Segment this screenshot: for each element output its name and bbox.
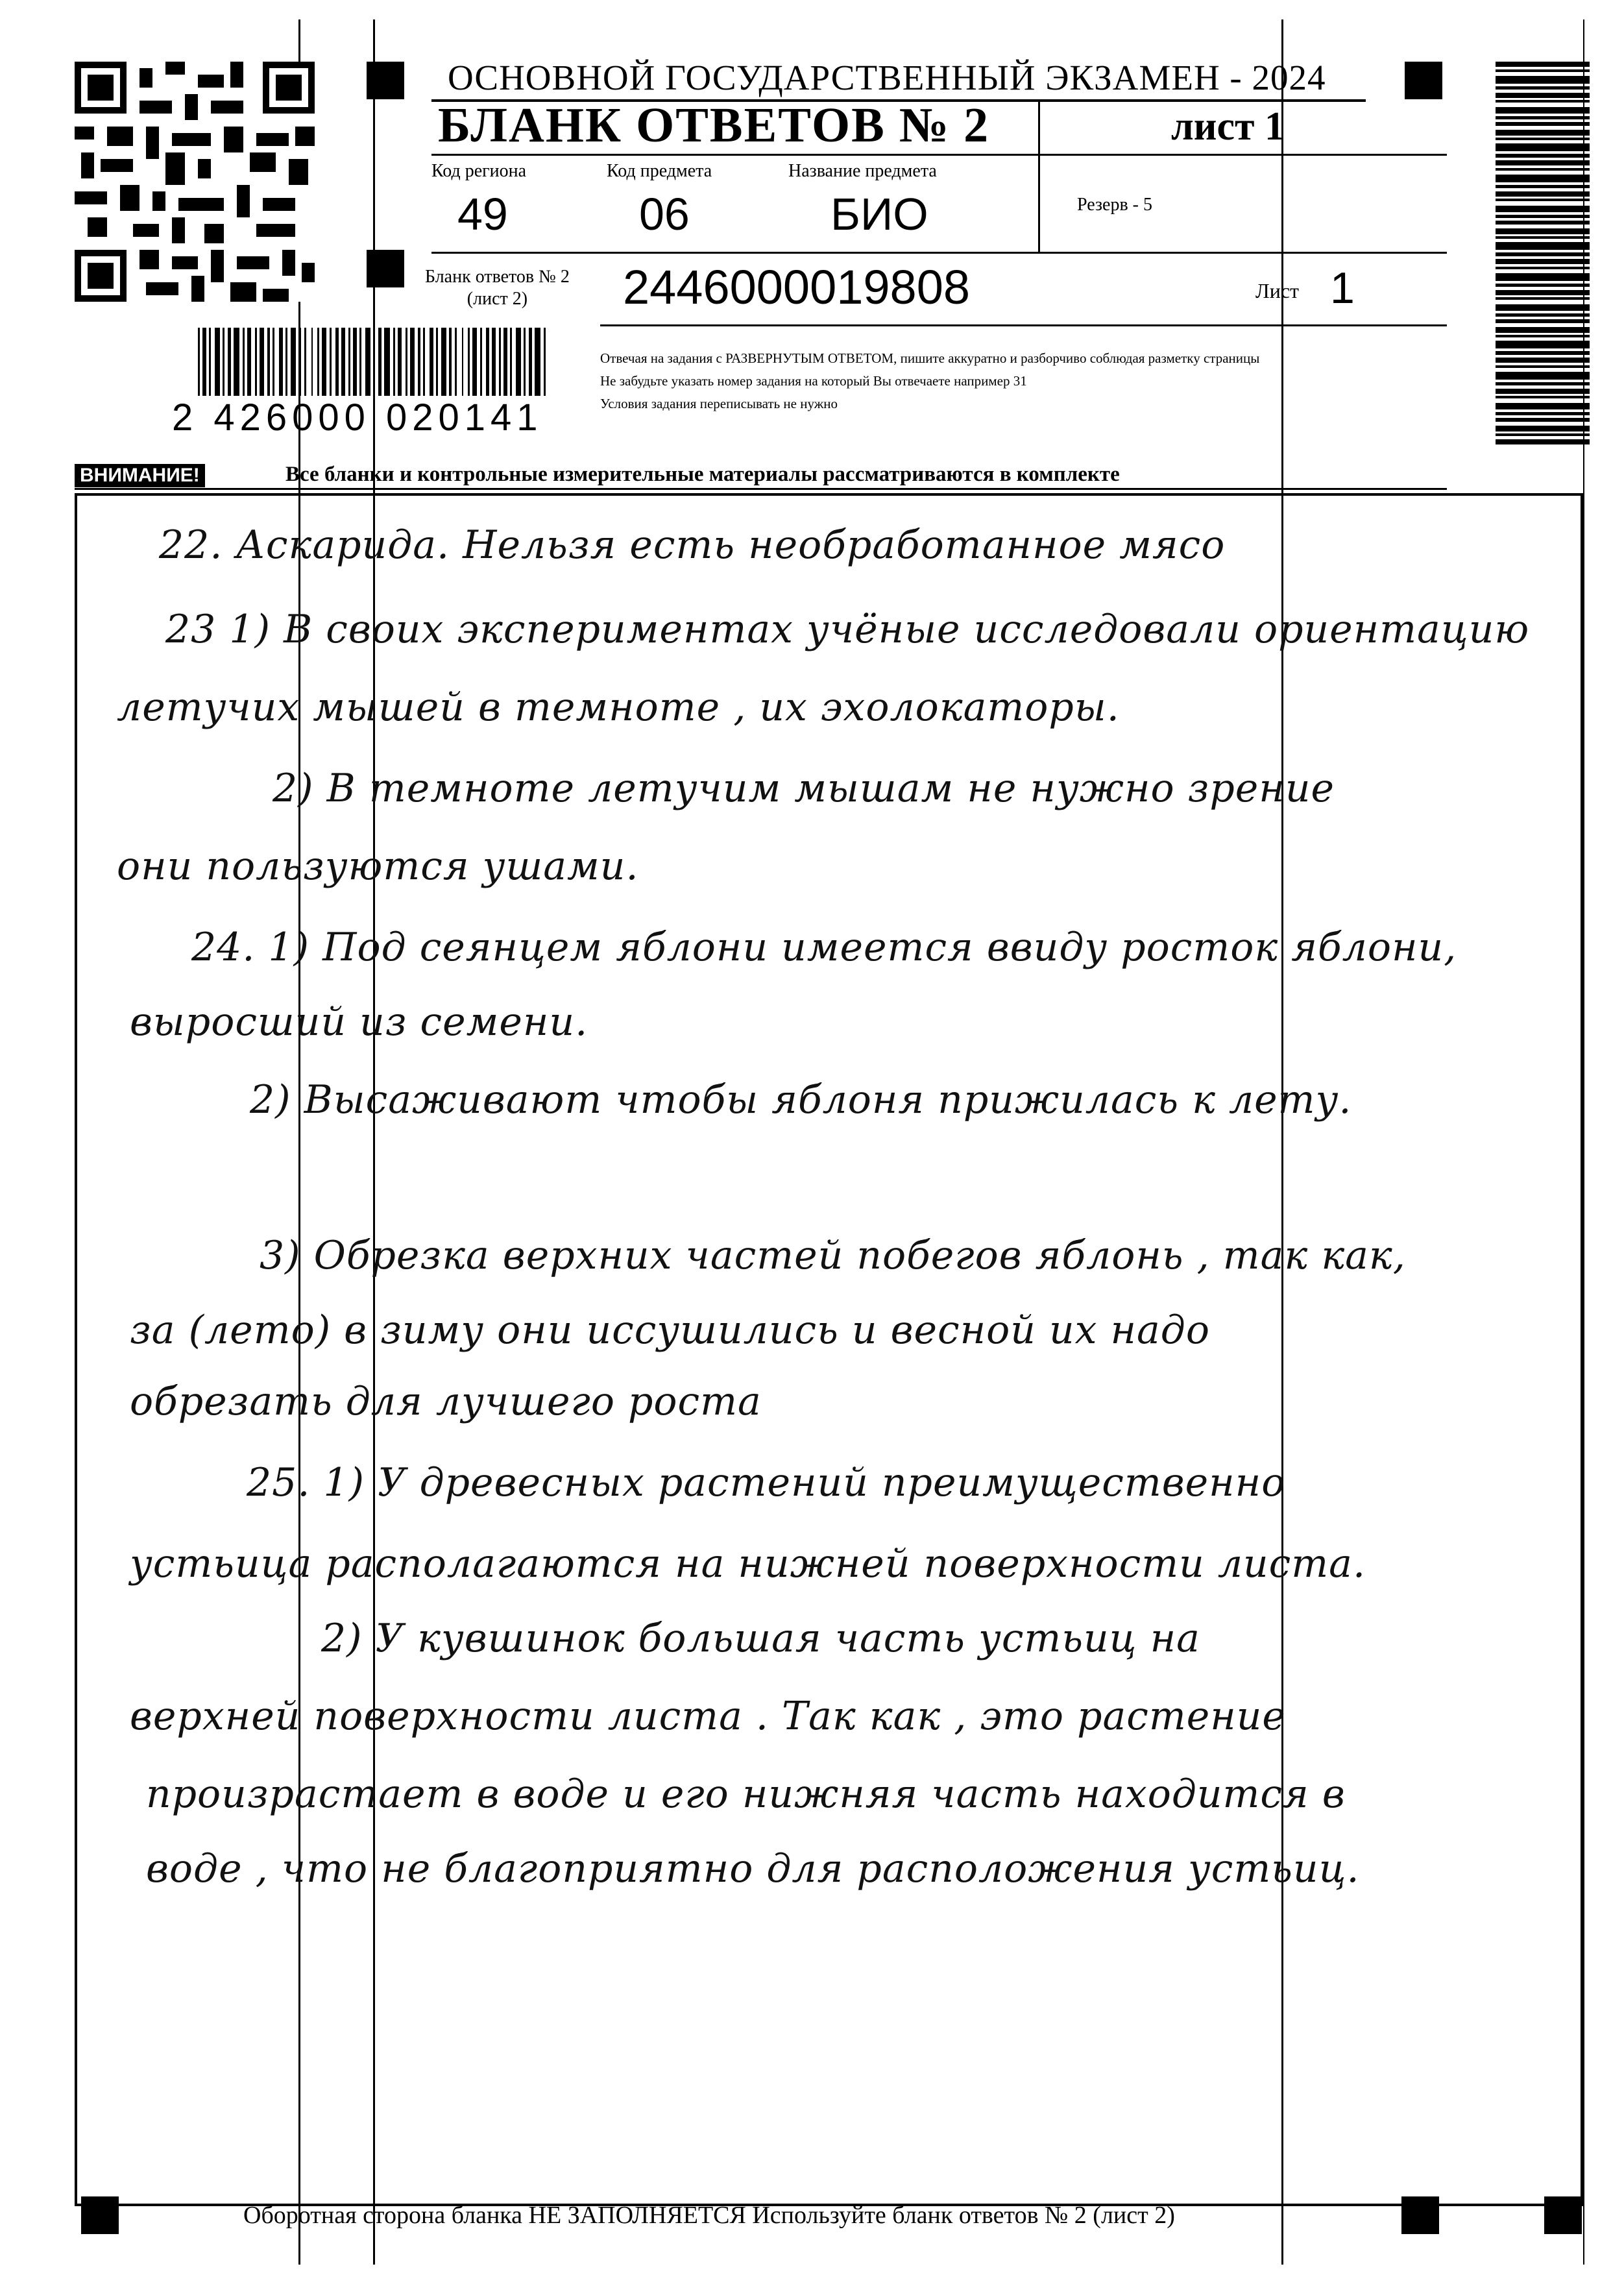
sheet-ref-label: Лист (1255, 279, 1300, 302)
header-rule-2 (431, 252, 1447, 254)
side-barcode-bar (1496, 365, 1590, 368)
side-barcode-bar (1496, 273, 1590, 281)
side-barcode-bar (1496, 297, 1590, 300)
side-barcode-bar (1496, 319, 1590, 323)
barcode-bar (304, 328, 306, 396)
side-barcode-bar (1496, 313, 1590, 317)
barcode-bar (516, 328, 521, 396)
barcode-bar (398, 328, 402, 396)
side-barcode-bar (1496, 396, 1590, 398)
barcode-bar (455, 328, 457, 396)
barcode-bar (503, 328, 507, 396)
answer-line-13: устьица располагаются на нижней поверхности листа. (130, 1541, 1366, 1587)
barcode-bar (260, 328, 264, 396)
barcode-bar (524, 328, 526, 396)
side-barcode-bar (1496, 130, 1590, 136)
barcode-bar (330, 328, 332, 396)
instructions (600, 347, 1259, 415)
side-barcode-bar (1496, 143, 1590, 151)
side-barcode-bar (1496, 76, 1590, 84)
form-ref-line1: Бланк ответов № 2 (425, 267, 570, 287)
barcode-bar (472, 328, 477, 396)
answer-line-9: 3) Обрезка верхних частей побегов яблонь , так как, (260, 1233, 1406, 1278)
side-barcode-bar (1496, 160, 1590, 165)
barcode-bar (291, 328, 296, 396)
form-barcode (198, 328, 558, 399)
barcode-bar (209, 328, 211, 396)
barcode-bar (378, 328, 382, 396)
side-barcode-bar (1496, 252, 1590, 256)
barcode-bar (228, 328, 231, 396)
side-barcode-bar (1496, 433, 1590, 436)
side-barcode-bar (1496, 335, 1590, 337)
subject-name-label: Название предмета (788, 161, 937, 181)
answer-line-10: за (лето) в зиму они иссушились и весной их надо (130, 1307, 1210, 1353)
notice-text: Все бланки и контрольные измерительные материалы рассматриваются в комплекте (285, 463, 1120, 486)
side-barcode-bar (1496, 426, 1590, 432)
side-barcode-bar (1496, 175, 1590, 182)
barcode-bar (335, 328, 339, 396)
side-barcode-bar (1496, 358, 1590, 363)
barcode-bar (298, 328, 301, 396)
barcode-bar (285, 328, 287, 396)
barcode-bar (215, 328, 220, 396)
barcode-bar (273, 328, 274, 396)
qr-code (75, 62, 315, 302)
barcode-bar (492, 328, 496, 396)
answer-line-15: верхней поверхности листа . Так как , это растение (130, 1694, 1286, 1739)
barcode-bar (348, 328, 350, 396)
barcode-bar (486, 328, 489, 396)
barcode-number: 2 426000 020141 (172, 396, 543, 439)
side-barcode-bar (1496, 206, 1590, 212)
answer-line-7: выросший из семени. (130, 999, 588, 1045)
side-barcode-bar (1496, 439, 1590, 444)
barcode-bar (279, 328, 283, 396)
side-barcode-bar (1496, 236, 1590, 239)
barcode-bar (418, 328, 420, 396)
barcode-bar (393, 328, 395, 396)
barcode-bar (510, 328, 512, 396)
answer-line-12: 25. 1) У древесных растений преимущественно (247, 1460, 1286, 1505)
registration-marker-top-right (1405, 62, 1442, 99)
side-barcode (1496, 62, 1593, 444)
barcode-bar (202, 328, 206, 396)
barcode-bar (430, 328, 433, 396)
side-barcode-bar (1496, 228, 1590, 234)
answer-line-4: 2) В темноте летучим мышам не нужно зрение (273, 766, 1335, 811)
answer-line-3: летучих мышей в темноте , их эхолокаторы. (117, 685, 1120, 730)
barcode-bar (468, 328, 470, 396)
side-barcode-bar (1496, 372, 1590, 380)
footer-note: Оборотная сторона бланка НЕ ЗАПОЛНЯЕТСЯ Используйте бланк ответов № 2 (лист 2) (243, 2202, 1175, 2229)
barcode-bar (311, 328, 313, 396)
side-barcode-bar (1496, 304, 1590, 311)
reserve-label: Резерв - 5 (1077, 195, 1153, 215)
registration-marker-mid-left (367, 250, 404, 287)
side-barcode-bar (1496, 93, 1590, 98)
answer-line-11: обрезать для лучшего роста (130, 1379, 762, 1424)
side-barcode-bar (1496, 138, 1590, 140)
answer-line-1: 22. Аскарида. Нельзя есть необработанное мясо (159, 522, 1226, 568)
form-ref-line2: (лист 2) (467, 289, 528, 309)
barcode-bar (255, 328, 257, 396)
side-barcode-bar (1496, 168, 1590, 171)
side-barcode-bar (1496, 69, 1590, 72)
barcode-bar (480, 328, 482, 396)
barcode-bar (406, 328, 407, 396)
barcode-bar (529, 328, 532, 396)
side-barcode-bar (1496, 284, 1590, 287)
side-barcode-bar (1496, 267, 1590, 269)
barcode-bar (462, 328, 463, 396)
barcode-bar (441, 328, 446, 396)
barcode-bar (198, 328, 200, 396)
sheet-label (1171, 104, 1285, 150)
header-rule-1 (431, 154, 1447, 156)
sheet-number: 1 (1264, 104, 1285, 149)
barcode-bar (234, 328, 239, 396)
side-barcode-bar (1496, 403, 1590, 409)
exam-title: ОСНОВНОЙ ГОСУДАРСТВЕННЫЙ ЭКЗАМЕН - 2024 (448, 58, 1326, 97)
side-barcode-bar (1496, 382, 1590, 385)
barcode-bar (322, 328, 326, 396)
side-barcode-bar (1496, 100, 1590, 103)
answer-line-8: 2) Высаживают чтобы яблоня прижилась к лету. (250, 1077, 1352, 1123)
barcode-bar (449, 328, 452, 396)
side-barcode-bar (1496, 107, 1590, 114)
side-barcode-bar (1496, 215, 1590, 218)
notice-rule (75, 488, 1447, 490)
region-code: 49 (457, 189, 508, 239)
barcode-bar (365, 328, 370, 396)
header-rule-3 (600, 324, 1447, 326)
barcode-bar (544, 328, 546, 396)
side-barcode-bar (1496, 389, 1590, 394)
side-barcode-bar (1496, 116, 1590, 119)
subject-name: БИО (830, 189, 928, 239)
answer-line-2: 23 1) В своих экспериментах учёные исследовали ориентацию (165, 607, 1530, 652)
side-barcode-bar (1496, 86, 1590, 90)
side-barcode-bar (1496, 62, 1590, 67)
barcode-bar (359, 328, 361, 396)
instruction-1: Отвечая на задания с РАЗВЕРНУТЫМ ОТВЕТОМ, пишите аккуратно и разборчиво соблюдая разметку страницы (600, 350, 1260, 366)
side-barcode-bar (1496, 122, 1590, 126)
side-barcode-bar (1496, 351, 1590, 355)
answer-line-5: они пользуются ушами. (117, 844, 639, 889)
instruction-2: Не забудьте указать номер задания на который Вы отвечаете например 31 (600, 373, 1027, 389)
registration-marker-top-left (367, 62, 404, 99)
subject-code-label: Код предмета (607, 161, 712, 181)
side-barcode-bar (1496, 327, 1590, 333)
barcode-bar (243, 328, 245, 396)
answer-line-17: воде , что не благоприятно для расположения устьиц. (146, 1846, 1360, 1891)
answer-line-16: произрастает в воде и его нижняя часть находится в (146, 1771, 1346, 1817)
sheet-ref-number: 1 (1330, 263, 1355, 313)
subject-code: 06 (639, 189, 690, 239)
side-barcode-bar (1496, 185, 1590, 188)
side-barcode-bar (1496, 242, 1590, 250)
barcode-bar (317, 328, 319, 396)
barcode-bar (267, 328, 270, 396)
form-number: 2446000019808 (623, 260, 971, 314)
title-divider (1038, 102, 1040, 253)
side-barcode-bar (1496, 199, 1590, 201)
barcode-bar (499, 328, 501, 396)
side-barcode-bar (1496, 191, 1590, 197)
side-barcode-bar (1496, 154, 1590, 158)
barcode-bar (341, 328, 345, 396)
side-barcode-bar (1496, 341, 1590, 348)
barcode-bar (353, 328, 357, 396)
side-barcode-bar (1496, 221, 1590, 225)
region-code-label: Код региона (431, 161, 527, 181)
form-title: БЛАНК ОТВЕТОВ № 2 (438, 98, 990, 152)
barcode-bar (410, 328, 415, 396)
barcode-bar (247, 328, 251, 396)
side-barcode-bar (1496, 412, 1590, 415)
barcode-bar (423, 328, 425, 396)
barcode-bar (535, 328, 540, 396)
side-barcode-bar (1496, 290, 1590, 295)
notice-badge: ВНИМАНИЕ! (75, 464, 205, 487)
form-ref (425, 266, 570, 310)
answer-line-14: 2) У кувшинок большая часть устьиц на (321, 1616, 1200, 1661)
side-barcode-bar (1496, 259, 1590, 264)
barcode-bar (436, 328, 438, 396)
instruction-3: Условия задания переписывать не нужно (600, 396, 838, 411)
sheet-label-text: лист (1171, 104, 1255, 149)
barcode-bar (223, 328, 224, 396)
barcode-bar (373, 328, 375, 396)
side-barcode-bar (1496, 418, 1590, 422)
answer-line-6: 24. 1) Под сеянцем яблони имеется ввиду росток яблони, (191, 925, 1457, 970)
barcode-bar (384, 328, 390, 396)
